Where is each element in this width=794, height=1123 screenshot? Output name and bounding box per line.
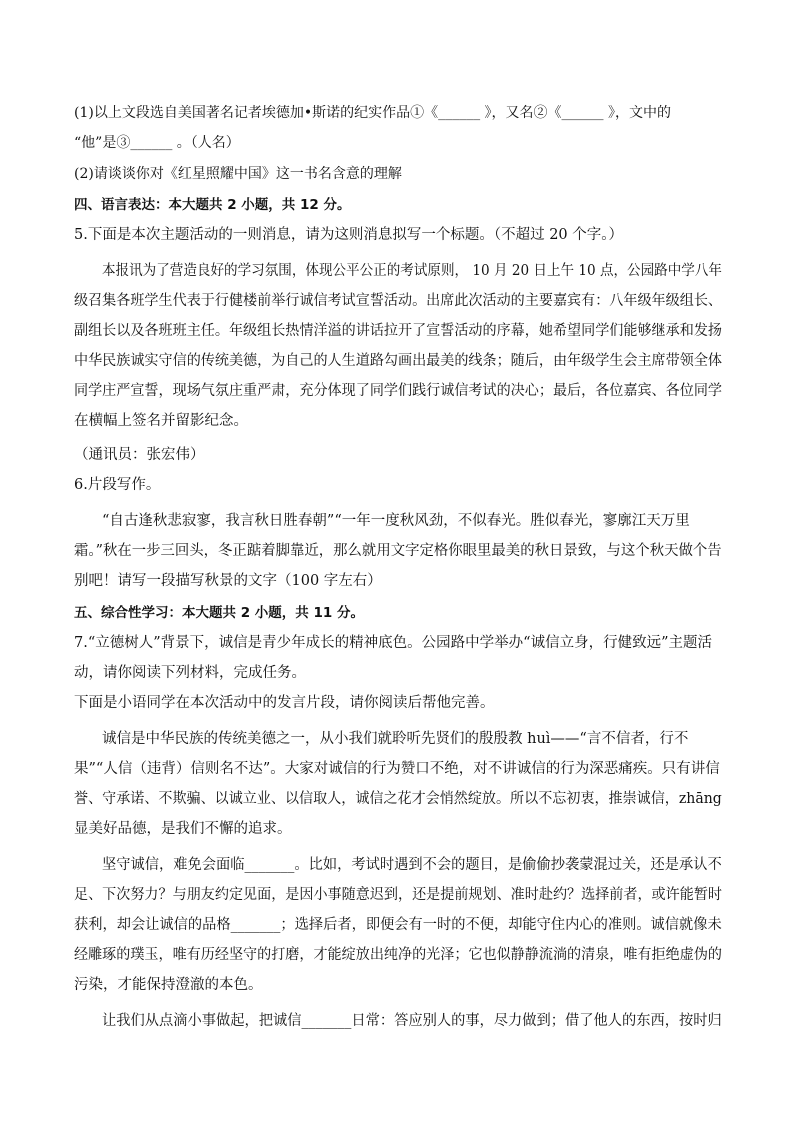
news-paragraph-line-5: 同学庄严宣誓，现场气氛庄重严肃，充分体现了同学们践行诚信考试的决心；最后，各位嘉宾、各位同学 (74, 383, 722, 399)
section-heading-4: 四、语言表达：本大题共 2 小题，共 12 分。 (74, 197, 351, 213)
speech-paragraph-1-line-1: 诚信是中华民族的传统美德之一，从小我们就聆听先贤们的殷殷教 huì——“言不信者，行不 (102, 731, 689, 747)
news-paragraph-line-4: 中华民族诚实守信的传统美德，为自己的人生道路勾画出最美的线条；随后，由年级学生会主席带领全体 (74, 353, 722, 369)
speech-paragraph-2-line-3: 获利，却会让诚信的品格_______；选择后者，即便会有一时的不便，却能守住内心的准则。诚信就像未 (74, 917, 722, 933)
question-6-text-line-3: 别吧！请写一段描写秋景的文字（100 字左右） (74, 573, 382, 589)
speech-paragraph-2-line-2: 足、下次努力？与朋友约定见面，是因小事随意迟到，还是提前规划、准时赴约？选择前者，或许能暂时 (74, 887, 722, 903)
speech-paragraph-2-line-5: 污染，才能保持澄澈的本色。 (74, 977, 263, 993)
question-4-1-line-1: (1)以上文段选自美国著名记者埃德加•斯诺的纪实作品①《______ 》，又名②《______ 》，文中的 (74, 105, 671, 121)
speech-paragraph-1-line-3: 誉、守承诺、不欺骗、以诚立业、以信取人，诚信之花才会悄然绽放。所以不忘初衷，推崇诚信，zhāng (74, 791, 722, 807)
news-paragraph-line-2: 级召集各班学生代表于行健楼前举行诚信考试宣誓活动。出席此次活动的主要嘉宾有：八年级年级组长、 (74, 293, 722, 309)
speech-paragraph-3-line-1: 让我们从点滴小事做起，把诚信_______日常：答应别人的事，尽力做到；借了他人的东西，按时归 (102, 1013, 722, 1029)
speech-paragraph-2-line-1: 坚守诚信，难免会面临_______。比如，考试时遇到不会的题目，是偷偷抄袭蒙混过关，还是承认不 (102, 857, 722, 873)
section-heading-5: 五、综合性学习：本大题共 2 小题，共 11 分。 (74, 605, 364, 621)
question-6-text-line-2: 霜。”秋在一步三回头，冬正踮着脚靠近，那么就用文字定格你眼里最美的秋日景致，与这个秋天做个告 (74, 543, 722, 559)
speech-paragraph-2-line-4: 经雕琢的璞玉，唯有历经坚守的打磨，才能绽放出纯净的光泽；它也似静静流淌的清泉，唯有拒绝虚伪的 (74, 947, 722, 963)
question-4-1-line-2: “他”是③______ 。（人名） (74, 135, 240, 151)
speech-paragraph-1-line-2: 果”“人信（违背）信则名不达”。大家对诚信的行为赞口不绝，对不讲诚信的行为深恶痛疾。只有讲信 (74, 761, 720, 777)
news-byline: （通讯员：张宏伟） (74, 447, 205, 463)
question-6-text-line-1: “自古逢秋悲寂寥，我言秋日胜春朝”“一年一度秋风劲，不似春光。胜似春光，寥廓江天万里 (102, 513, 690, 529)
question-5: 5.下面是本次主题活动的一则消息，请为这则消息拟写一个标题。（不超过 20 个字。） (74, 227, 624, 243)
question-7-line-2: 动，请你阅读下列材料，完成任务。 (74, 665, 306, 681)
question-7-line-1: 7.“立德树人”背景下，诚信是青少年成长的精神底色。公园路中学举办“诚信立身，行健致远”主题活 (74, 635, 712, 651)
news-paragraph-line-6: 在横幅上签名并留影纪念。 (74, 413, 248, 429)
question-6: 6.片段写作。 (74, 477, 161, 493)
question-7-instruction: 下面是小语同学在本次活动中的发言片段，请你阅读后帮他完善。 (74, 695, 495, 711)
speech-paragraph-1-line-4: 显美好品德，是我们不懈的追求。 (74, 821, 292, 837)
news-paragraph-line-3: 副组长以及各班班主任。年级组长热情洋溢的讲话拉开了宣誓活动的序幕，她希望同学们能够继承和发扬 (74, 323, 722, 339)
news-paragraph-line-1: 本报讯为了营造良好的学习氛围，体现公平公正的考试原则， 10 月 20 日上午 10 点，公园路中学八年 (102, 263, 722, 279)
question-4-2: (2)请谈谈你对《红星照耀中国》这一书名含意的理解 (74, 166, 402, 182)
